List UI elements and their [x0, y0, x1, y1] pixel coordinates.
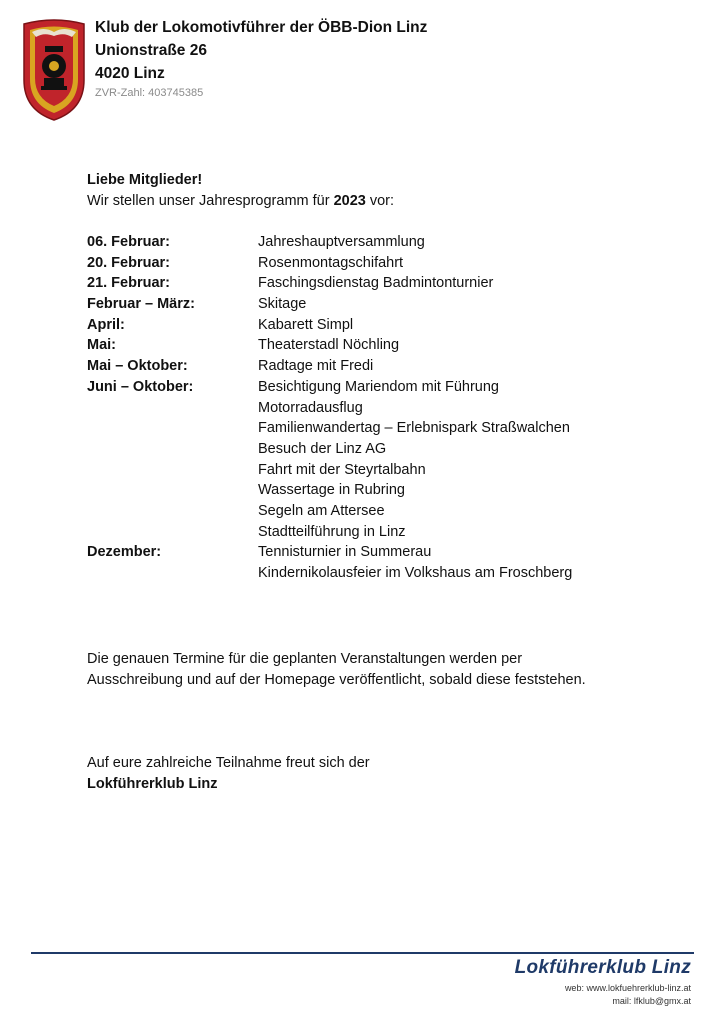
- note-line-2: Ausschreibung und auf der Homepage veröffentlicht, sobald diese feststehen.: [87, 672, 586, 688]
- note-line-1: Die genauen Termine für die geplanten Veranstaltungen werden per: [87, 651, 523, 667]
- intro-text: [87, 191, 394, 212]
- schedule-row: [87, 439, 647, 460]
- schedule-date: Mai – Oktober:: [87, 358, 188, 375]
- schedule-row: [87, 315, 647, 336]
- schedule-event: Motorradausflug: [258, 399, 363, 416]
- schedule-row: [87, 253, 647, 274]
- schedule-row: [87, 501, 647, 522]
- schedule-event: Wassertage in Rubring: [258, 482, 405, 499]
- schedule-date: Juni – Oktober:: [87, 378, 194, 395]
- schedule-event: Besuch der Linz AG: [258, 440, 387, 457]
- schedule-date: Februar – März:: [87, 296, 195, 313]
- schedule-row: [87, 542, 647, 563]
- schedule-row: [87, 460, 647, 481]
- schedule-event: Theaterstadl Nöchling: [258, 337, 400, 354]
- schedule-row: [87, 356, 647, 377]
- footer-mail-link[interactable]: mail: lfklub@gmx.at: [612, 996, 691, 1006]
- schedule-date: 20. Februar:: [87, 254, 170, 271]
- org-street: Unionstraße 26: [95, 42, 207, 59]
- closing-signature: Lokführerklub Linz: [87, 776, 218, 792]
- greeting: Liebe Mitglieder!: [87, 172, 203, 188]
- org-zvr-number: ZVR-Zahl: 403745385: [95, 87, 204, 99]
- annual-schedule: [87, 232, 647, 584]
- schedule-event: Segeln am Attersee: [258, 502, 385, 519]
- schedule-event: Jahreshauptversammlung: [258, 234, 425, 250]
- schedule-row: [87, 398, 647, 419]
- schedule-event: Besichtigung Mariendom mit Führung: [258, 378, 499, 395]
- schedule-date: 06. Februar:: [87, 234, 170, 250]
- schedule-row: [87, 335, 647, 356]
- schedule-date: April:: [87, 316, 125, 333]
- schedule-row: [87, 480, 647, 501]
- schedule-date: 21. Februar:: [87, 275, 170, 292]
- intro-suffix: vor:: [365, 193, 395, 209]
- club-logo: [20, 18, 88, 122]
- schedule-event: Radtage mit Fredi: [258, 358, 374, 375]
- schedule-event: Faschingsdienstag Badmintonturnier: [258, 275, 494, 292]
- schedule-row: [87, 273, 647, 294]
- schedule-row: [87, 563, 647, 584]
- schedule-row: [87, 294, 647, 315]
- closing-line-1: Auf eure zahlreiche Teilnahme freut sich der: [87, 755, 370, 771]
- intro-prefix: Wir stellen unser Jahresprogramm für: [87, 193, 334, 209]
- schedule-row: [87, 418, 647, 439]
- org-name: Klub der Lokomotivführer der ÖBB-Dion Linz: [95, 19, 428, 36]
- schedule-event: Fahrt mit der Steyrtalbahn: [258, 461, 426, 478]
- organization-header: [95, 16, 427, 100]
- org-city: 4020 Linz: [95, 65, 165, 82]
- schedule-event: Tennisturnier in Summerau: [258, 544, 432, 561]
- intro-year: 2023: [333, 193, 366, 209]
- schedule-event: Stadtteilführung in Linz: [258, 523, 406, 540]
- schedule-row: [87, 232, 647, 253]
- schedule-row: [87, 522, 647, 543]
- schedule-event: Kabarett Simpl: [258, 316, 354, 333]
- footer-web-link[interactable]: web: www.lokfuehrerklub-linz.at: [564, 983, 691, 993]
- footer-divider: [31, 952, 694, 954]
- schedule-date: Dezember:: [87, 544, 162, 561]
- schedule-event: Skitage: [258, 296, 307, 313]
- schedule-event: Rosenmontagschifahrt: [258, 254, 404, 271]
- schedule-date: Mai:: [87, 337, 116, 354]
- footer-brand: Lokführerklub Linz: [514, 957, 691, 978]
- schedule-event: Familienwandertag – Erlebnispark Straßwalchen: [258, 420, 570, 437]
- schedule-event: Kindernikolausfeier im Volkshaus am Froschberg: [258, 565, 573, 581]
- schedule-row: [87, 377, 647, 398]
